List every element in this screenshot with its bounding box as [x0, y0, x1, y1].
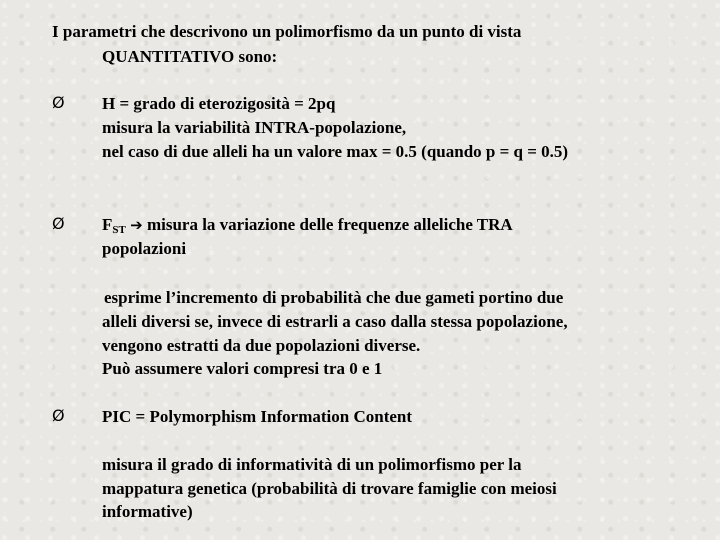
heterozygosity-line-1: H = grado di eterozigosità = 2pq: [102, 94, 336, 113]
pic-line-1: PIC = Polymorphism Information Content: [102, 407, 413, 426]
fst-description-line-4: Può assumere valori compresi tra 0 e 1: [102, 359, 383, 378]
heterozygosity-line-2: misura la variabilità INTRA-popolazione,: [102, 118, 407, 137]
heterozygosity-line-3: nel caso di due alleli ha un valore max = 0.5 (quando p = q = 0.5): [102, 142, 569, 161]
fst-subscript: ST: [112, 224, 126, 236]
pic-description-line-2: mappatura genetica (probabilità di trovare famiglie con meiosi: [102, 479, 557, 498]
pic-description-line-3: informative): [102, 502, 193, 521]
fst-symbol: F: [102, 215, 113, 234]
fst-description-line-3: vengono estratti da due popolazioni diverse.: [102, 336, 421, 355]
title-line-1: I parametri che descrivono un polimorfismo da un punto di vista: [52, 22, 522, 41]
pic-description-line-1: misura il grado di informatività di un polimorfismo per la: [102, 455, 522, 474]
fst-line-2: popolazioni: [102, 239, 187, 258]
fst-line-1-text: misura la variazione delle frequenze alleliche TRA: [142, 215, 513, 234]
bullet-arrow-icon: Ø: [52, 93, 65, 112]
title-line-2: QUANTITATIVO sono:: [102, 47, 278, 66]
bullet-arrow-icon: Ø: [52, 214, 65, 233]
bullet-arrow-icon: Ø: [52, 406, 65, 425]
fst-description-line-2: alleli diversi se, invece di estrarli a caso dalla stessa popolazione,: [102, 312, 568, 331]
right-arrow-icon: ➔: [130, 216, 143, 234]
fst-description-line-1: esprime l’incremento di probabilità che due gameti portino due: [104, 288, 564, 307]
fst-line-1: [102, 214, 513, 241]
